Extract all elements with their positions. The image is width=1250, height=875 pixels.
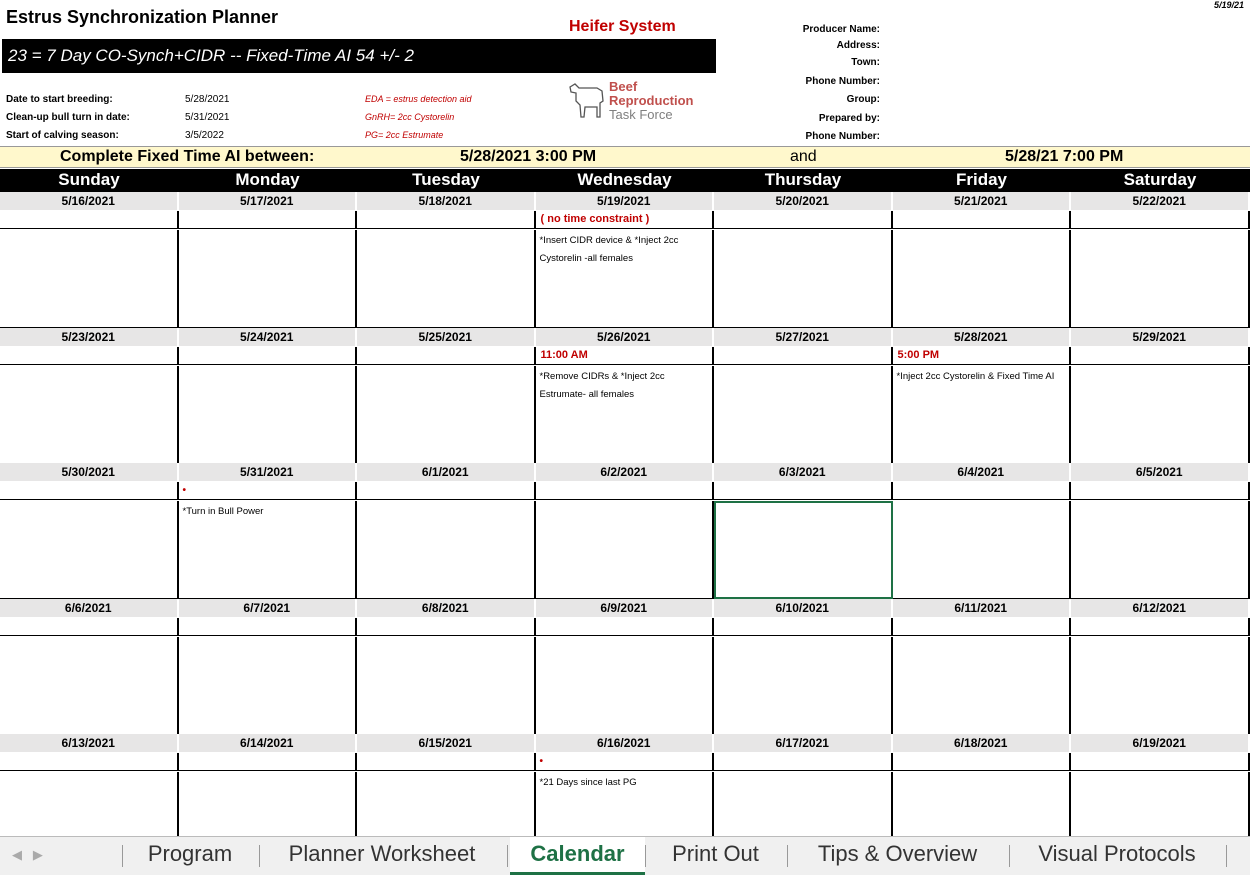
tab-separator xyxy=(507,845,508,867)
date-cell[interactable]: 6/17/2021 xyxy=(714,734,893,752)
time-note-cell[interactable] xyxy=(893,482,1072,500)
date-cell[interactable]: 6/5/2021 xyxy=(1071,463,1250,481)
event-cell[interactable] xyxy=(0,230,179,328)
top-right-date: 5/19/21 xyxy=(1213,0,1244,10)
event-cell[interactable] xyxy=(0,501,179,599)
prepared-phone-label: Phone Number: xyxy=(805,131,880,142)
date-cell[interactable]: 5/21/2021 xyxy=(893,192,1072,210)
prepared-by-label: Prepared by: xyxy=(818,113,880,124)
tab-tips-overview[interactable]: Tips & Overview xyxy=(817,841,978,866)
event-cell[interactable] xyxy=(357,637,536,735)
town-label: Town: xyxy=(851,57,880,68)
weekday-tuesday: Tuesday xyxy=(412,170,480,189)
time-note-cell[interactable]: 11:00 AM xyxy=(536,347,715,365)
time-note-cell[interactable] xyxy=(1071,211,1250,229)
date-cell[interactable]: 5/29/2021 xyxy=(1071,328,1250,346)
time-note-cell[interactable]: 5:00 PM xyxy=(893,347,1072,365)
event-cell[interactable]: *Inject 2cc Cystorelin & Fixed Time AI xyxy=(893,366,1072,464)
producer-name-label: Producer Name: xyxy=(802,24,880,35)
time-note-cell[interactable] xyxy=(0,347,179,365)
beef-reproduction-logo xyxy=(567,79,712,125)
calendar-grid xyxy=(0,192,1250,842)
time-note-cell[interactable] xyxy=(893,211,1072,229)
logo-line2: Reproduction xyxy=(609,93,694,108)
phone-number-label: Phone Number: xyxy=(805,76,880,87)
sheet-tab-bar xyxy=(0,836,1250,875)
cow-icon xyxy=(567,79,607,123)
event-cell[interactable] xyxy=(0,366,179,464)
event-cell[interactable] xyxy=(714,366,893,464)
time-note-cell[interactable] xyxy=(357,618,536,636)
cleanup-bull-value[interactable]: 5/31/2021 xyxy=(185,112,230,123)
time-note-cell[interactable]: • xyxy=(179,482,358,500)
logo-line3: Task Force xyxy=(609,107,673,122)
date-cell[interactable]: 6/8/2021 xyxy=(357,599,536,617)
legend-eda: EDA = estrus detection aid xyxy=(365,94,472,104)
time-note-cell[interactable] xyxy=(1071,482,1250,500)
event-cell[interactable] xyxy=(179,637,358,735)
date-cell[interactable]: 5/31/2021 xyxy=(179,463,358,481)
legend-gnrh: GnRH= 2cc Cystorelin xyxy=(365,112,455,122)
date-cell[interactable]: 6/13/2021 xyxy=(0,734,179,752)
weekday-header xyxy=(0,169,1250,192)
time-note-cell[interactable] xyxy=(0,618,179,636)
fixed-time-label: Complete Fixed Time AI between: xyxy=(60,148,315,165)
time-note-cell[interactable] xyxy=(714,482,893,500)
time-note-cell[interactable] xyxy=(893,753,1072,771)
event-cell[interactable] xyxy=(357,501,536,599)
tab-separator xyxy=(1009,845,1010,867)
time-note-cell[interactable] xyxy=(893,618,1072,636)
date-cell[interactable]: 6/18/2021 xyxy=(893,734,1072,752)
address-label: Address: xyxy=(836,40,880,51)
tab-program[interactable]: Program xyxy=(147,841,233,866)
time-note-cell[interactable] xyxy=(714,753,893,771)
protocol-banner[interactable]: 23 = 7 Day CO-Synch+CIDR -- Fixed-Time AI 54 +/- 2 xyxy=(2,39,716,73)
date-cell[interactable]: 6/11/2021 xyxy=(893,599,1072,617)
calving-season-label: Start of calving season: xyxy=(6,130,119,141)
event-cell[interactable] xyxy=(1071,366,1250,464)
date-cell[interactable]: 5/27/2021 xyxy=(714,328,893,346)
event-cell[interactable] xyxy=(1071,637,1250,735)
date-cell[interactable]: 5/16/2021 xyxy=(0,192,179,210)
date-cell[interactable]: 5/24/2021 xyxy=(179,328,358,346)
date-cell[interactable]: 6/3/2021 xyxy=(714,463,893,481)
weekday-saturday: Saturday xyxy=(1123,170,1197,189)
tab-separator xyxy=(122,845,123,867)
tab-separator xyxy=(645,845,646,867)
event-cell[interactable] xyxy=(714,501,893,599)
date-cell[interactable]: 6/12/2021 xyxy=(1071,599,1250,617)
tab-separator xyxy=(1226,845,1227,867)
date-cell[interactable]: 6/19/2021 xyxy=(1071,734,1250,752)
date-cell[interactable]: 6/4/2021 xyxy=(893,463,1072,481)
date-cell[interactable]: 5/22/2021 xyxy=(1071,192,1250,210)
event-cell[interactable] xyxy=(357,230,536,328)
heifer-system-label: Heifer System xyxy=(569,18,676,35)
time-note-cell[interactable] xyxy=(179,211,358,229)
start-breeding-label: Date to start breeding: xyxy=(6,94,113,105)
time-note-cell[interactable] xyxy=(714,618,893,636)
weekday-friday: Friday xyxy=(955,170,1008,189)
event-cell[interactable] xyxy=(179,366,358,464)
legend-pg: PG= 2cc Estrumate xyxy=(365,130,444,140)
date-cell[interactable]: 5/30/2021 xyxy=(0,463,179,481)
date-cell[interactable]: 6/15/2021 xyxy=(357,734,536,752)
date-cell[interactable]: 5/19/2021 xyxy=(536,192,715,210)
event-cell[interactable] xyxy=(357,366,536,464)
time-note-cell[interactable] xyxy=(536,618,715,636)
date-cell[interactable]: 6/2/2021 xyxy=(536,463,715,481)
start-breeding-value[interactable]: 5/28/2021 xyxy=(185,94,230,105)
date-cell[interactable]: 6/9/2021 xyxy=(536,599,715,617)
weekday-wednesday: Wednesday xyxy=(577,170,672,189)
weekday-sunday: Sunday xyxy=(58,170,120,189)
date-cell[interactable]: 6/16/2021 xyxy=(536,734,715,752)
fixed-time-bar xyxy=(0,146,1250,168)
time-note-cell[interactable]: ( no time constraint ) xyxy=(536,211,715,229)
time-note-cell[interactable] xyxy=(357,482,536,500)
time-note-cell[interactable] xyxy=(1071,347,1250,365)
event-cell[interactable]: *Turn in Bull Power xyxy=(179,501,358,599)
date-cell[interactable]: 6/10/2021 xyxy=(714,599,893,617)
weekday-thursday: Thursday xyxy=(764,170,842,189)
date-cell[interactable]: 5/28/2021 xyxy=(893,328,1072,346)
date-cell[interactable]: 6/6/2021 xyxy=(0,599,179,617)
time-note-cell[interactable] xyxy=(1071,618,1250,636)
time-note-cell[interactable] xyxy=(0,482,179,500)
time-note-cell[interactable] xyxy=(179,618,358,636)
tab-separator xyxy=(787,845,788,867)
date-cell[interactable]: 5/26/2021 xyxy=(536,328,715,346)
calving-season-value[interactable]: 3/5/2022 xyxy=(185,130,224,141)
date-cell[interactable]: 5/18/2021 xyxy=(357,192,536,210)
event-cell[interactable] xyxy=(179,230,358,328)
date-cell[interactable]: 5/17/2021 xyxy=(179,192,358,210)
event-cell[interactable] xyxy=(893,637,1072,735)
time-note-cell[interactable] xyxy=(357,753,536,771)
time-note-cell[interactable] xyxy=(357,347,536,365)
event-cell[interactable]: *Insert CIDR device & *Inject 2cc Cystorelin -all females xyxy=(536,230,715,328)
date-cell[interactable]: 5/20/2021 xyxy=(714,192,893,210)
time-note-cell[interactable] xyxy=(0,753,179,771)
time-note-cell[interactable] xyxy=(0,211,179,229)
tab-scroll-arrows-icon[interactable]: ◀ ▶ xyxy=(12,847,43,862)
cleanup-bull-label: Clean-up bull turn in date: xyxy=(6,112,130,123)
event-cell[interactable]: *21 Days since last PG xyxy=(536,772,715,870)
tab-planner-worksheet[interactable]: Planner Worksheet xyxy=(288,841,476,866)
date-cell[interactable]: 5/23/2021 xyxy=(0,328,179,346)
logo-line1: Beef xyxy=(609,79,638,94)
time-note-cell[interactable]: • xyxy=(536,753,715,771)
event-cell[interactable] xyxy=(893,501,1072,599)
event-cell[interactable] xyxy=(714,637,893,735)
event-cell[interactable] xyxy=(0,637,179,735)
event-cell[interactable] xyxy=(1071,230,1250,328)
time-note-cell[interactable] xyxy=(1071,753,1250,771)
time-note-cell[interactable] xyxy=(357,211,536,229)
date-cell[interactable]: 6/1/2021 xyxy=(357,463,536,481)
tab-visual-protocols[interactable]: Visual Protocols xyxy=(1038,841,1196,866)
event-cell[interactable] xyxy=(893,230,1072,328)
event-cell[interactable] xyxy=(714,230,893,328)
date-cell[interactable]: 6/14/2021 xyxy=(179,734,358,752)
weekday-monday: Monday xyxy=(235,170,300,189)
page-title: Estrus Synchronization Planner xyxy=(6,7,279,27)
tab-calendar[interactable]: Calendar xyxy=(510,837,645,875)
event-cell[interactable] xyxy=(1071,501,1250,599)
time-note-cell[interactable] xyxy=(536,482,715,500)
date-cell[interactable]: 5/25/2021 xyxy=(357,328,536,346)
time-note-cell[interactable] xyxy=(714,211,893,229)
tab-print-out[interactable]: Print Out xyxy=(672,841,759,866)
time-note-cell[interactable] xyxy=(179,753,358,771)
time-note-cell[interactable] xyxy=(179,347,358,365)
event-cell[interactable] xyxy=(536,501,715,599)
time-note-cell[interactable] xyxy=(714,347,893,365)
fixed-time-and: and xyxy=(790,148,817,165)
event-cell[interactable]: *Remove CIDRs & *Inject 2cc Estrumate- all females xyxy=(536,366,715,464)
event-cell[interactable] xyxy=(536,637,715,735)
tab-separator xyxy=(259,845,260,867)
fixed-time-end[interactable]: 5/28/21 7:00 PM xyxy=(1005,148,1124,165)
group-label: Group: xyxy=(846,94,880,105)
fixed-time-start[interactable]: 5/28/2021 3:00 PM xyxy=(460,148,597,165)
date-cell[interactable]: 6/7/2021 xyxy=(179,599,358,617)
